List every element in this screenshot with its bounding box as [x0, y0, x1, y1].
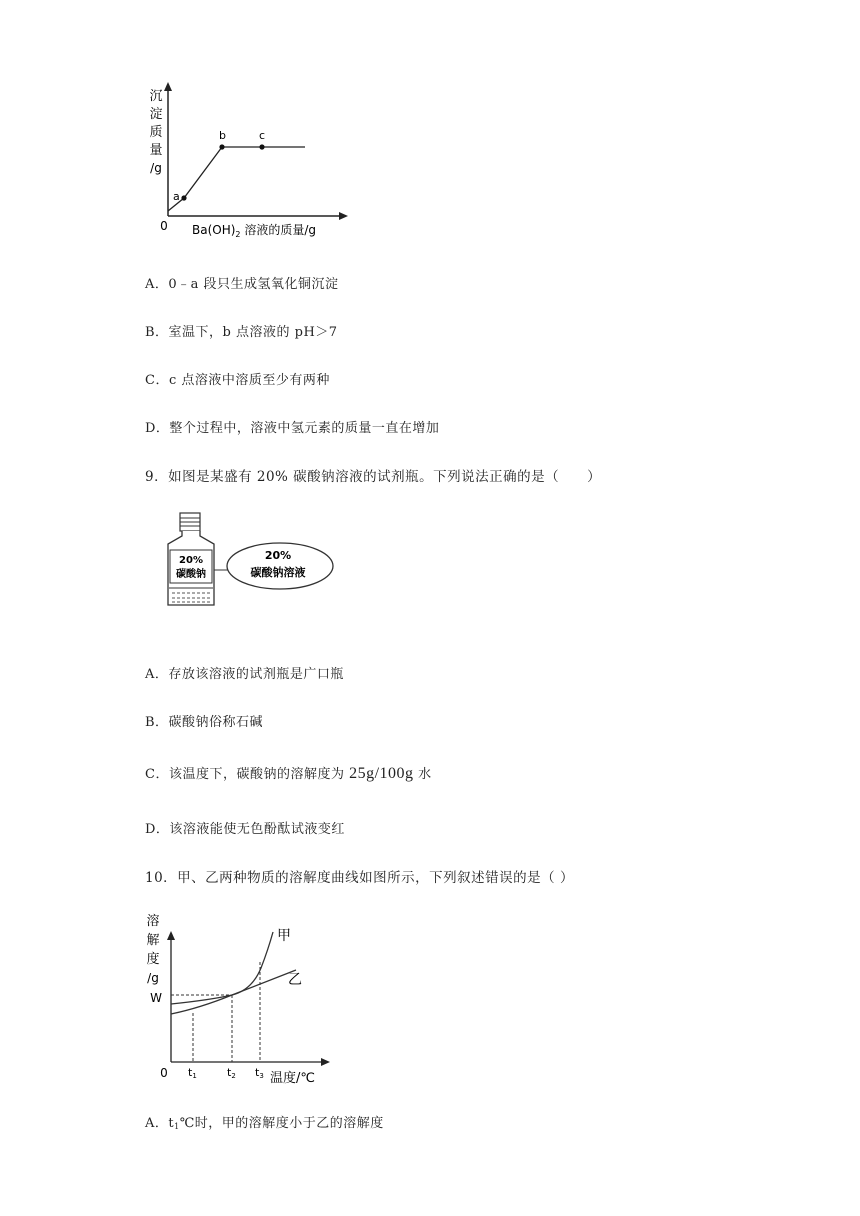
q10-stem: 10．甲、乙两种物质的溶解度曲线如图所示，下列叙述错误的是（ ） — [145, 870, 574, 886]
solubility-chart — [140, 910, 360, 1090]
y-label-char: 溶 — [146, 914, 160, 929]
y-label-char: 质 — [149, 125, 163, 140]
precipitate-chart — [140, 78, 370, 243]
y-label-char: 解 — [146, 933, 160, 948]
reagent-bottle-figure — [160, 510, 340, 610]
y-axis-arrow — [167, 931, 175, 940]
y-label-char: 度 — [146, 952, 160, 967]
bubble-percent: 20% — [264, 549, 292, 562]
point-b-label: b — [219, 129, 226, 142]
point-a-label: a — [173, 190, 180, 203]
bottle-label-name: 碳酸钠 — [176, 569, 206, 580]
y-label-char: 量 — [149, 143, 163, 158]
y-axis-arrow — [164, 82, 172, 91]
solubility-value: 25g/100g — [349, 765, 414, 782]
bubble-name: 碳酸钠溶液 — [250, 566, 306, 579]
curve-jia-label: 甲 — [277, 928, 291, 944]
origin-label: 0 — [160, 219, 168, 233]
t2-label: t2 — [227, 1066, 236, 1080]
curve-yi-label: 乙 — [288, 972, 302, 988]
x-axis-label: $Ba(OH)_2$ 溶液的质量/g — [192, 223, 316, 239]
q8-option-d: D．整个过程中，溶液中氢元素的质量一直在增加 — [145, 421, 440, 436]
q9-option-d: D．该溶液能使无色酚酞试液变红 — [145, 822, 345, 837]
point-a — [181, 195, 186, 200]
y-label-char: 淀 — [149, 107, 163, 122]
point-c — [259, 144, 264, 149]
w-label: W — [150, 991, 162, 1005]
q8-option-b: B．室温下，b 点溶液的 pH＞7 — [145, 325, 338, 340]
q10-option-a: A．$t_1℃$时，甲的溶解度小于乙的溶解度 — [145, 1116, 384, 1131]
q9-option-b: B．碳酸钠俗称石碱 — [145, 715, 264, 730]
t1-label: t1 — [188, 1066, 197, 1080]
curve-yi — [171, 970, 296, 1014]
bottle-label-percent: 20% — [179, 555, 203, 566]
x-axis-arrow — [339, 212, 348, 220]
q8-option-a: A．0﹣a 段只生成氢氧化铜沉淀 — [145, 277, 339, 292]
curve-jia — [171, 932, 273, 1004]
q9-option-c: C．该温度下，碳酸钠的溶解度为 25g/100g 水 — [145, 765, 432, 782]
point-c-label: c — [259, 129, 266, 142]
q9-stem: 9．如图是某盛有 20% 碳酸钠溶液的试剂瓶。下列说法正确的是（ ） — [145, 469, 602, 485]
y-label-char: /g — [147, 971, 159, 985]
precipitate-curve — [168, 147, 305, 211]
t3-label: t3 — [255, 1066, 264, 1080]
y-label-char: /g — [150, 161, 162, 175]
point-b — [219, 144, 224, 149]
y-label-char: 沉 — [149, 89, 163, 104]
x-axis-arrow — [321, 1058, 330, 1066]
origin-label: 0 — [160, 1066, 168, 1080]
q8-option-c: C．c 点溶液中溶质至少有两种 — [145, 373, 330, 388]
q9-option-a: A．存放该溶液的试剂瓶是广口瓶 — [145, 667, 344, 682]
x-axis-label: 温度/℃ — [270, 1071, 315, 1086]
